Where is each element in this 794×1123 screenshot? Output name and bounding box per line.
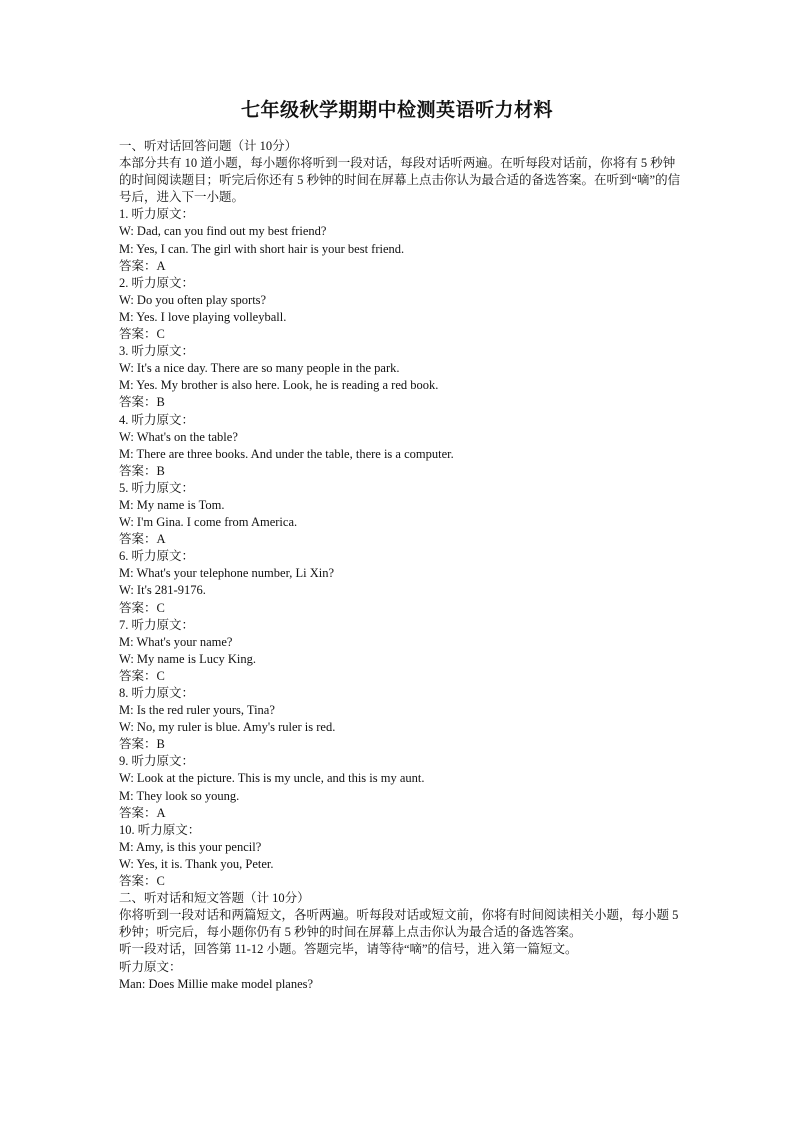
question-block	[119, 753, 687, 821]
section-2-instructions: 你将听到一段对话和两篇短文，各听两遍。听每段对话或短文前，你将有时间阅读相关小题，每小题 5 秒钟；听完后，每小题你仍有 5 秒钟的时间在屏幕上点击你认为最合适的备选答案。	[119, 908, 679, 940]
answer-line: 答案：A	[119, 532, 166, 547]
question-label: 2. 听力原文：	[119, 275, 195, 290]
question-label: 4. 听力原文：	[119, 412, 195, 427]
question-block	[119, 275, 687, 343]
document-title: 七年级秋学期期中检测英语听力材料	[240, 99, 553, 121]
answer-line: 答案：C	[119, 874, 165, 889]
transcript-line: W: Do you often play sports?	[119, 292, 267, 307]
question-label: 7. 听力原文：	[119, 617, 195, 632]
transcript-line: W: Look at the picture. This is my uncle, and this is my aunt.	[119, 771, 425, 786]
question-block	[119, 685, 687, 753]
transcript-line: M: My name is Tom.	[119, 497, 225, 512]
question-block	[119, 548, 687, 616]
question-label: 5. 听力原文：	[119, 480, 195, 495]
section-1-heading: 一、听对话回答问题（计 10分）	[119, 139, 298, 153]
transcript-line: M: Is the red ruler yours, Tina?	[119, 703, 275, 718]
answer-line: 答案：B	[119, 395, 165, 410]
transcript-line: M: Yes. My brother is also here. Look, he is reading a red book.	[119, 378, 439, 393]
question-block	[119, 343, 687, 411]
transcript-line: W: What's on the table?	[119, 429, 238, 444]
question-label: 10. 听力原文：	[119, 822, 201, 837]
transcript-line: W: Yes, it is. Thank you, Peter.	[119, 856, 274, 871]
question-label: 6. 听力原文：	[119, 549, 195, 564]
document-body	[119, 138, 687, 993]
question-label: 1. 听力原文：	[119, 207, 195, 222]
answer-line: 答案：A	[119, 805, 166, 820]
section-1-instructions: 本部分共有 10 道小题，每小题你将听到一段对话，每段对话听两遍。在听每段对话前，你将有 5 秒钟的时间阅读题目；听完后你还有 5 秒钟的时间在屏幕上点击你认为最合适的备选答案。在听到“嘀”的信号后，进入下一小题。	[119, 156, 681, 205]
transcript-line: M: Yes, I can. The girl with short hair is your best friend.	[119, 241, 405, 256]
answer-line: 答案：C	[119, 668, 165, 683]
question-label: 8. 听力原文：	[119, 686, 195, 700]
transcript-line: W: It's a nice day. There are so many people in the park.	[119, 361, 400, 376]
transcript-line: M: What's your name?	[119, 634, 233, 649]
transcript-line: W: My name is Lucy King.	[119, 651, 257, 666]
question-label: 3. 听力原文：	[119, 344, 195, 359]
transcript-line: M: What's your telephone number, Li Xin?	[119, 566, 335, 581]
transcript-line: M: Amy, is this your pencil?	[119, 839, 262, 854]
transcript-line: W: No, my ruler is blue. Amy's ruler is red.	[119, 720, 336, 735]
section-2-note: 听一段对话，回答第 11-12 小题。答题完毕，请等待“嘀”的信号，进入第一篇短文。	[119, 942, 578, 957]
answer-line: 答案：C	[119, 600, 165, 615]
answer-line: 答案：B	[119, 463, 165, 478]
section-2-heading: 二、听对话和短文答题（计 10分）	[119, 891, 310, 906]
transcript-line: M: Yes. I love playing volleyball.	[119, 309, 287, 324]
answer-line: 答案：A	[119, 258, 166, 273]
question-block	[119, 822, 687, 890]
question-block	[119, 617, 687, 685]
question-label: 9. 听力原文：	[119, 754, 195, 769]
question-block	[119, 412, 687, 480]
transcript-line: M: They look so young.	[119, 788, 240, 803]
transcript-line: W: Dad, can you find out my best friend?	[119, 224, 327, 239]
transcript-line: W: It's 281-9176.	[119, 583, 206, 598]
question-block	[119, 206, 687, 274]
transcript-line: M: There are three books. And under the table, there is a computer.	[119, 446, 454, 461]
answer-line: 答案：B	[119, 737, 165, 752]
transcript-line: W: I'm Gina. I come from America.	[119, 515, 298, 530]
answer-line: 答案：C	[119, 327, 165, 342]
question-label: 听力原文：	[119, 959, 182, 974]
question-block	[119, 480, 687, 548]
transcript-line: Man: Does Millie make model planes?	[119, 976, 314, 991]
